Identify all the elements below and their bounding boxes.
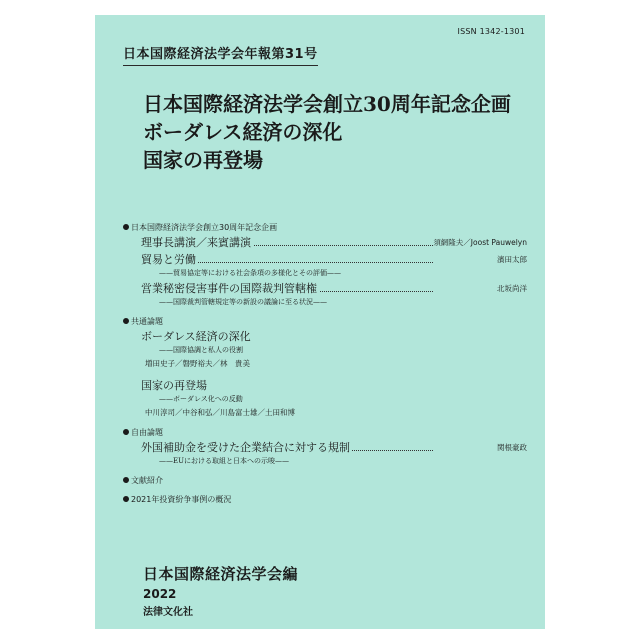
bullet-icon	[123, 224, 129, 230]
bullet-icon	[123, 318, 129, 324]
entry-authors: 須網隆夫／Joost Pauwelyn	[433, 238, 527, 247]
entry-title: 貿易と労働	[141, 253, 196, 266]
entry-title: 外国補助金を受けた企業結合に対する規制	[141, 441, 350, 454]
toc-section: 文献紹介	[123, 474, 533, 487]
entry-title: 国家の再登場	[141, 379, 207, 392]
publisher: 法律文化社	[143, 607, 193, 618]
entry-authors: 北坂尚洋	[497, 284, 527, 293]
entry-subtitle: ——貿易協定等における社会条項の多様化とその評価——	[159, 269, 341, 277]
toc-entry	[141, 234, 533, 251]
book-cover	[95, 15, 545, 629]
year: 2022	[143, 587, 177, 601]
entry-title: ボーダレス経済の深化	[141, 330, 251, 343]
entry-authors: 濱田太郎	[497, 255, 527, 264]
title-line-3: 国家の再登場	[143, 148, 263, 172]
entry-subtitle: ——EUにおける取組と日本への示唆——	[159, 457, 290, 465]
toc-entry	[141, 251, 533, 268]
entry-authors: 増田史子／磐野裕夫／林 貴美	[145, 359, 250, 368]
entry-title: 営業秘密侵害事件の国際裁判管轄権	[141, 282, 317, 295]
entry-authors: 関根豪政	[497, 443, 527, 452]
table-of-contents	[123, 221, 533, 506]
title-line-2: ボーダレス経済の深化	[143, 120, 343, 144]
bullet-icon	[123, 496, 129, 502]
entry-authors: 中川淳司／中谷和弘／川島富士雄／土田和博	[145, 408, 295, 417]
series-title: 日本国際経済法学会年報第31号	[123, 43, 318, 66]
entry-title: 理事長講演／来賓講演	[141, 236, 251, 249]
bullet-icon	[123, 429, 129, 435]
toc-entry	[141, 280, 533, 297]
entry-subtitle: ——国際裁判管轄規定等の新設の議論に至る状況——	[159, 298, 327, 306]
toc-section: 2021年投資紛争事例の概況	[123, 493, 533, 506]
entry-subtitle: ——ボーダレス化への反動	[159, 395, 243, 403]
toc-entry	[141, 439, 533, 456]
entry-subtitle: ——国際協調と私人の役割	[159, 346, 243, 354]
toc-section: 日本国際経済法学会創立30周年記念企画	[123, 221, 533, 234]
main-titles	[143, 90, 511, 174]
toc-entry	[141, 328, 533, 345]
title-line-1: 日本国際経済法学会創立30周年記念企画	[143, 92, 511, 116]
issn: ISSN 1342-1301	[457, 27, 525, 36]
editor: 日本国際経済法学会編	[143, 565, 299, 583]
bullet-icon	[123, 477, 129, 483]
toc-section: 共通論題	[123, 315, 533, 328]
toc-entry	[141, 377, 533, 394]
toc-section: 自由論題	[123, 426, 533, 439]
